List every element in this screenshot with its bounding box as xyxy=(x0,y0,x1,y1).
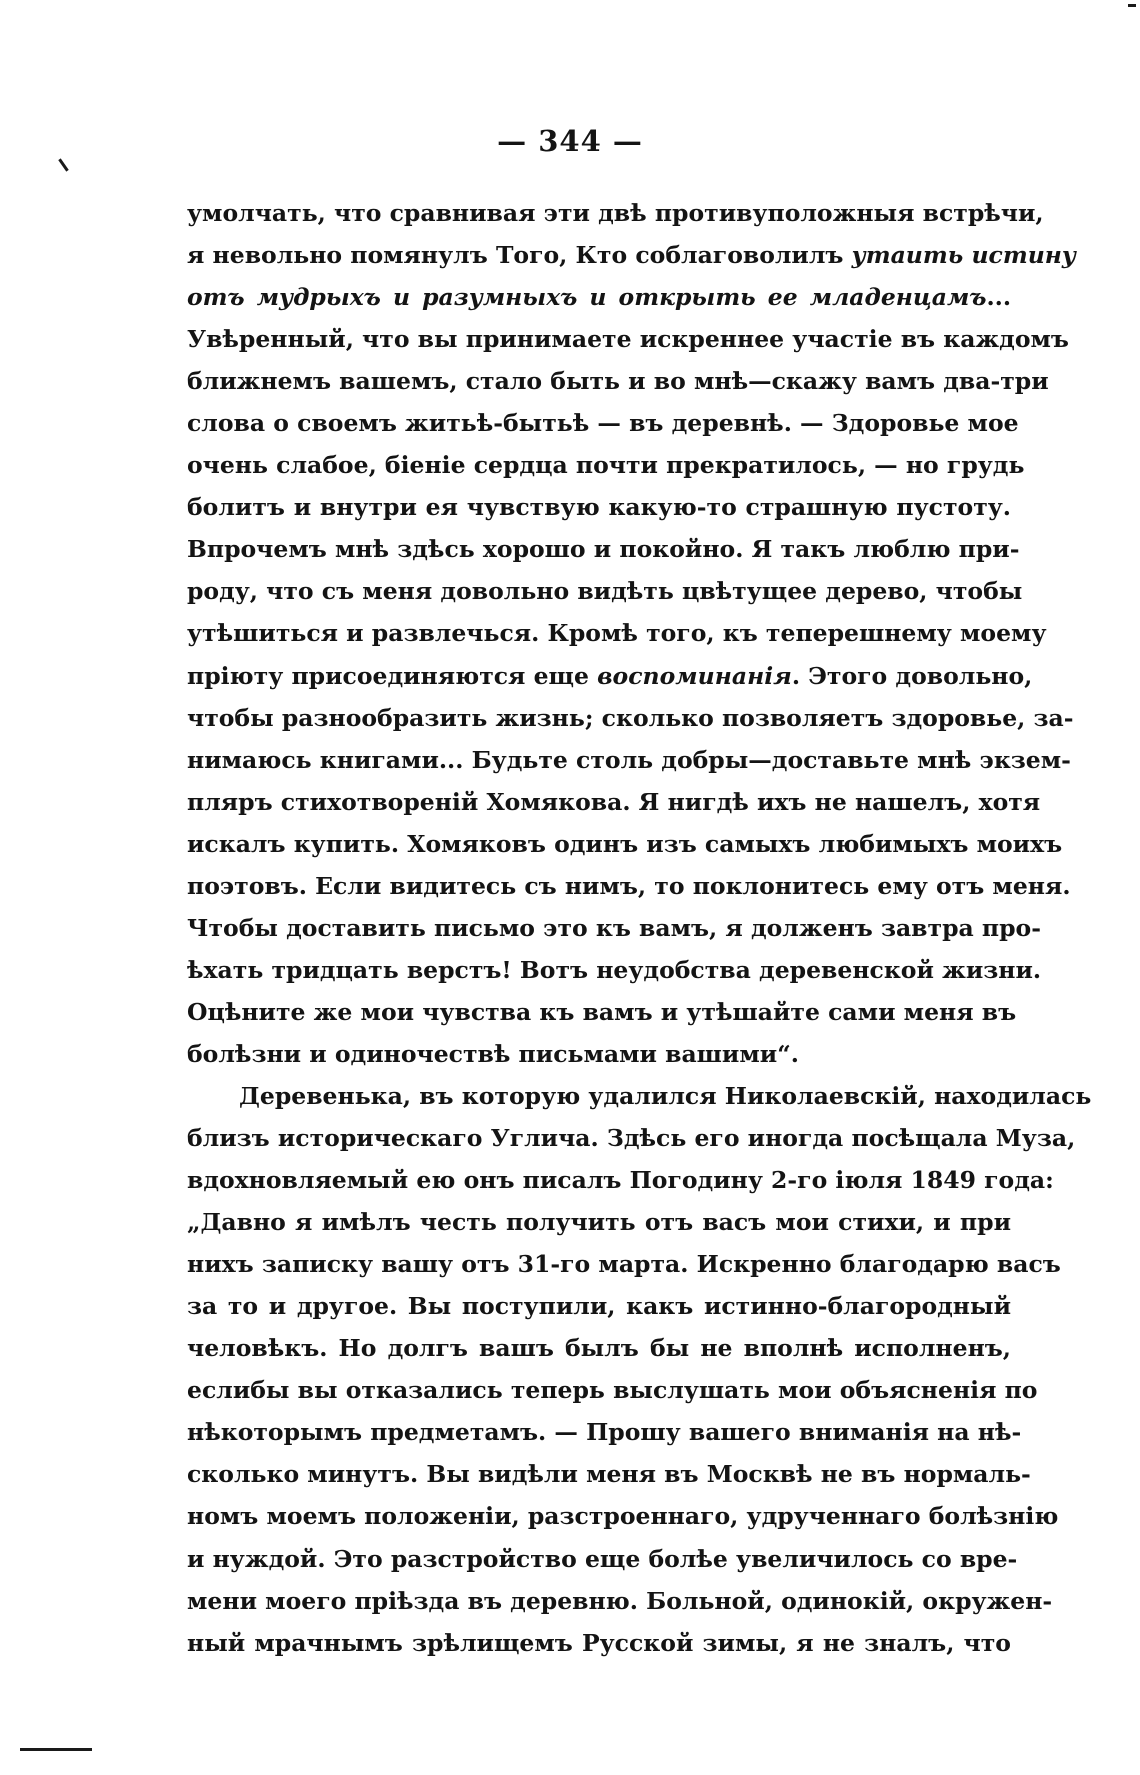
text-line xyxy=(187,192,1044,234)
text-line xyxy=(187,1580,1053,1622)
text-segment: сколько минутъ. Вы видѣли меня въ Москвѣ не въ нормаль- xyxy=(187,1460,1031,1489)
body-text xyxy=(187,192,1092,1664)
text-segment: Деревенька, въ которую удалился Николаевскій, находилась xyxy=(239,1081,1092,1110)
text-line xyxy=(187,1327,1011,1369)
text-segment: нимаюсь книгами... Будьте столь добры—доставьте мнѣ экзем- xyxy=(187,745,1071,774)
text-segment: поэтовъ. Если видитесь съ нимъ, то поклонитесь ему отъ меня. xyxy=(187,871,1071,900)
text-segment: близъ историческаго Углича. Здѣсь его иногда посѣщала Муза, xyxy=(187,1124,1076,1153)
text-line xyxy=(187,528,1020,570)
text-line xyxy=(187,655,1033,697)
scan-artifact-mark xyxy=(1128,4,1136,7)
text-line xyxy=(187,697,1074,739)
text-segment: пляръ стихотвореній Хомякова. Я нигдѣ ихъ не нашелъ, хотя xyxy=(187,787,1041,816)
text-segment: болитъ и внутри ея чувствую какую-то страшную пустоту. xyxy=(187,493,1011,522)
text-line xyxy=(187,739,1071,781)
text-segment: ближнемъ вашемъ, стало быть и во мнѣ—скажу вамъ два-три xyxy=(187,367,1049,396)
text-line xyxy=(187,1453,1031,1495)
text-line xyxy=(187,907,1041,949)
text-segment: умолчать, что сравнивая эти двѣ противуположныя встрѣчи, xyxy=(187,199,1044,227)
italic-text-segment: отъ мудрыхъ и разумныхъ и открыть ее младенцамъ xyxy=(187,283,987,312)
text-segment: еслибы вы отказались теперь выслушать мои объясненія по xyxy=(187,1376,1038,1405)
text-segment: Впрочемъ мнѣ здѣсь хорошо и покойно. Я такъ люблю при- xyxy=(187,535,1020,564)
text-line xyxy=(187,402,1019,444)
text-segment: вдохновляемый ею онъ писалъ Погодину 2-го іюля 1849 года: xyxy=(187,1166,1054,1195)
text-line xyxy=(187,1033,1011,1075)
text-line xyxy=(187,612,1047,654)
text-line xyxy=(187,318,1069,360)
text-line xyxy=(187,1369,1038,1411)
scan-artifact-mark xyxy=(58,158,68,171)
text-segment: чтобы разнообразить жизнь; сколько позволяетъ здоровье, за- xyxy=(187,703,1074,732)
text-segment: ный мрачнымъ зрѣлищемъ Русской зимы, я не зналъ, что xyxy=(187,1628,1011,1657)
text-line xyxy=(187,823,1063,865)
text-line xyxy=(187,1159,1054,1201)
text-line xyxy=(187,865,1071,907)
text-line xyxy=(187,1243,1061,1285)
text-segment: ... xyxy=(986,283,1011,312)
text-line xyxy=(187,1538,1018,1580)
text-segment: слова о своемъ житьѣ-бытьѣ — въ деревнѣ. — Здоровье мое xyxy=(187,409,1019,438)
text-line xyxy=(187,486,1011,528)
text-segment: номъ моемъ положеніи, разстроеннаго, удрученнаго болѣзнію xyxy=(187,1502,1059,1531)
italic-text-segment: воспоминанія xyxy=(597,661,792,690)
text-line xyxy=(187,949,1042,991)
text-segment: роду, что съ меня довольно видѣть цвѣтущее дерево, чтобы xyxy=(187,577,1023,606)
text-segment: Чтобы доставить письмо это къ вамъ, я долженъ завтра про- xyxy=(187,913,1041,942)
text-segment: я невольно помянулъ Того, Кто соблаговолилъ xyxy=(187,241,852,270)
text-line xyxy=(187,1075,1092,1117)
text-line xyxy=(187,991,1017,1033)
text-segment: пріюту присоединяются еще xyxy=(187,661,598,690)
text-segment: Оцѣните же мои чувства къ вамъ и утѣшайте сами меня въ xyxy=(187,997,1017,1026)
text-segment: утѣшиться и развлечься. Кромѣ того, къ теперешнему моему xyxy=(187,619,1047,648)
text-segment: мени моего пріѣзда въ деревню. Больной, одинокій, окружен- xyxy=(187,1586,1053,1615)
text-segment: искалъ купить. Хомяковъ одинъ изъ самыхъ любимыхъ моихъ xyxy=(187,829,1063,858)
text-line xyxy=(187,570,1023,612)
text-segment: Увѣренный, что вы принимаете искреннее участіе въ каждомъ xyxy=(187,325,1069,354)
text-line xyxy=(187,1201,1011,1243)
text-line xyxy=(187,1411,1022,1453)
text-line xyxy=(187,360,1049,402)
text-line xyxy=(187,781,1041,823)
text-segment: болѣзни и одиночествѣ письмами вашими“. xyxy=(187,1039,799,1068)
text-line xyxy=(187,1117,1076,1159)
text-segment: нѣкоторымъ предметамъ. — Прошу вашего вниманія на нѣ- xyxy=(187,1418,1022,1447)
text-line xyxy=(187,1622,1011,1664)
text-segment: „Давно я имѣлъ честь получить отъ васъ мои стихи, и при xyxy=(187,1208,1011,1237)
text-line xyxy=(187,1285,1011,1327)
text-line xyxy=(187,1495,1059,1537)
text-segment: ѣхать тридцать верстъ! Вотъ неудобства деревенской жизни. xyxy=(187,955,1042,984)
text-segment: нихъ записку вашу отъ 31-го марта. Искренно благодарю васъ xyxy=(187,1250,1061,1279)
text-line xyxy=(187,234,1076,276)
text-segment: за то и другое. Вы поступили, какъ истинно-благородный xyxy=(187,1292,1011,1321)
text-segment: . Этого довольно, xyxy=(791,661,1033,690)
italic-text-segment: утаить истину xyxy=(851,241,1076,270)
scan-artifact-mark xyxy=(20,1748,92,1751)
page-number: — 344 — xyxy=(497,124,643,158)
text-segment: очень слабое, біеніе сердца почти прекратилось, — но грудь xyxy=(187,451,1025,480)
text-segment: и нуждой. Это разстройство еще болѣе увеличилось со вре- xyxy=(187,1544,1018,1573)
text-line xyxy=(187,444,1025,486)
text-line xyxy=(187,276,1011,318)
text-segment: человѣкъ. Но долгъ вашъ былъ бы не вполнѣ исполненъ, xyxy=(187,1334,1011,1363)
